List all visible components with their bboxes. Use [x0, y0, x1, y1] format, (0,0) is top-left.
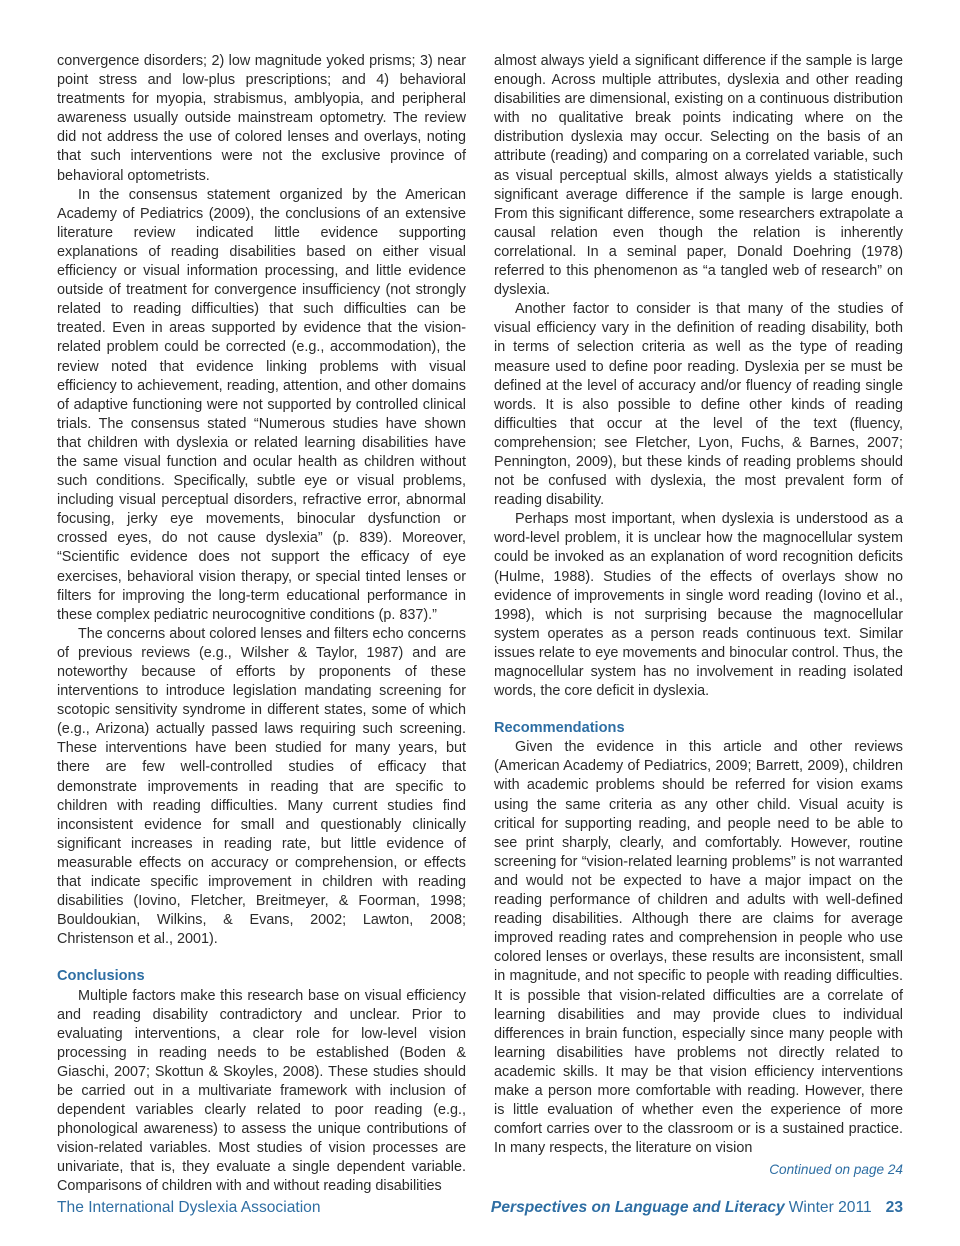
footer-journal: Perspectives on Language and Literacy — [490, 1199, 785, 1216]
left-paragraph-2: In the consensus statement organized by the American Academy of Pediatrics (2009), the conclusions of an extensive literature review indicated little evidence supporting explanations of reading disabilities based on either visual efficiency or visual information processing, and little evidence outside of treatment for convergence insufficiency (not strongly related to reading difficulties) that such difficulties can be treated. Even in areas supported by evidence that the vision-related problem could be corrected (e.g., accommodation), the review noted that evidence linking problems with visual efficiency to achievement, reading, attention, and other domains of adaptive functioning were not supported by controlled clinical trials. The consensus stated “Numerous studies have shown that children with dyslexia or related learning disabilities have the same visual function and ocular health as children without such conditions. Specifically, subtle eye or visual problems, including visual perceptual disorders, refractive error, abnormal focusing, jerky eye movements, binocular dysfunction or crossed eyes, do not cause dyslexia” (p. 839). Moreover, “Scientific evidence does not support the efficacy of eye exercises, behavioral vision therapy, or special tinted lenses or filters for improving the long-term educational performance in these complex pediatric neurocognitive conditions (p. 837).” — [57, 186, 466, 623]
left-paragraph-1: convergence disorders; 2) low magnitude yoked prisms; 3) near point stress and low-plus prescriptions; and 4) behavioral treatments for myopia, strabismus, amblyopia, and peripheral awareness usually outside mainstream optometry. The review did not address the use of colored lenses and overlays, noting that such interventions were not the exclusive province of behavioral optometrists. — [57, 53, 466, 184]
page-number: 23 — [885, 1199, 903, 1216]
footer-season: Winter 2011 — [788, 1199, 872, 1216]
right-column — [494, 52, 903, 1158]
footer-organization: The International Dyslexia Association — [57, 1199, 321, 1216]
left-paragraph-3: The concerns about colored lenses and filters echo concerns of previous reviews (e.g., Wilsher & Taylor, 1987) and are noteworthy because of efforts by proponents of these interventions to introduce legislation mandating screening for scotopic sensitivity syndrome in different states, some of which (e.g., Arizona) actually passed laws requiring such screening. These interventions have been studied for many years, but there are few well-controlled studies of efficacy that demonstrate improvements in reading that are specific to children with reading difficulties. Many current studies find inconsistent evidence for small and questionably clinically significant increases in reading rate, but little evidence of measurable effects on accuracy or comprehension, or effects that indicate specific improvement in children with reading disabilities (Iovino, Fletcher, Breitmeyer, & Foorman, 1998; Bouldoukian, Wilkins, & Evans, 2002; Lawton, 2008; Christenson et al., 2001). — [57, 625, 466, 948]
continued-note: Continued on page 24 — [769, 1162, 903, 1177]
right-paragraph-3: Perhaps most important, when dyslexia is understood as a word-level problem, it is unclear how the magnocellular system could be invoked as an explanation of word recognition deficits (Hulme, 1988). Studies of the effects of overlays show no evidence of improvements in single word reading (Iovino et al., 1998), which is not surprising because the magnocellular system operates as a person reads continuous text. Similar issues relate to eye movements and binocular control. Thus, the magnocellular system has no involvement in reading isolated words, the core deficit in dyslexia. — [494, 511, 903, 700]
conclusions-heading: Conclusions — [57, 968, 145, 985]
recommendations-heading: Recommendations — [494, 720, 625, 737]
right-paragraph-1: almost always yield a significant difference if the sample is large enough. Across multiple attributes, dyslexia and other reading disabilities are dimensional, existing on a continuous distribution with no qualitative break points indicating where on the distribution dyslexia may occur. Selecting on the basis of an attribute (reading) and comparing on a correlated variable, such as visual perceptual skills, almost always yields a statistically significant average difference if the sample is large enough. From this significant difference, some researchers extrapolate a causal relation even though the relation is inherently correlational. In a seminal paper, Donald Doehring (1978) referred to this phenomenon as “a tangled web of research” on dyslexia. — [494, 53, 903, 299]
right-paragraph-4: Given the evidence in this article and other reviews (American Academy of Pediatrics, 2009; Barrett, 2009), children with academic problems should be referred for vision exams using the same criteria as any other child. Visual acuity is critical for supporting reading, and people need to be able to see print sharply, clearly, and comfortably. However, routine screening for “vision-related learning problems” is not warranted and would not be expected to have a major impact on the reading performance of children and adults with well-defined reading disabilities. Although there are claims for average improved reading rates and comprehension in people who use colored lenses or overlays, these results are inconsistent, small in magnitude, and not specific to people with reading difficulties. It is possible that vision-related difficulties are a correlate of learning disabilities and may provide clues to individual differences in brain function, especially since many people with learning disabilities have problems not directly related to academic skills. It may be that vision efficiency interventions make a person more comfortable with reading. However, there is little evaluation of whether even the experience of more comfort carries over to the classroom or is a sustained practice. In many respects, the literature on vision — [494, 739, 903, 1157]
page-footer — [57, 1199, 903, 1221]
left-paragraph-4: Multiple factors make this research base on visual efficiency and reading disability contradictory and unclear. Prior to evaluating interventions, a clear role for low-level vision processing in reading needs to be established (Boden & Giaschi, 2007; Skottun & Skoyles, 2008). These studies should be carried out in a multivariate framework with inclusion of dependent variables clearly related to poor reading (e.g., phonological awareness) to assess the unique contributions of vision-related variables. Most studies of vision processes are univariate, that is, they evaluate a single dependent variable. Comparisons of children with and without reading disabilities — [57, 987, 466, 1195]
left-column — [57, 52, 466, 1197]
footer-publication — [491, 1199, 903, 1217]
right-paragraph-2: Another factor to consider is that many of the studies of visual efficiency vary in the definition of reading disability, both in terms of selection criteria as well as the type of reading measure used to define poor reading. Dyslexia per se must be defined at the level of accuracy and/or fluency of reading single words. It is also possible to define other kinds of reading difficulties that occur at the level of the text (fluency, comprehension; see Fletcher, Lyon, Fuchs, & Barnes, 2007; Pennington, 2009), but these kinds of reading problems should not be confused with dyslexia, the most prevalent form of reading disability. — [494, 301, 903, 509]
